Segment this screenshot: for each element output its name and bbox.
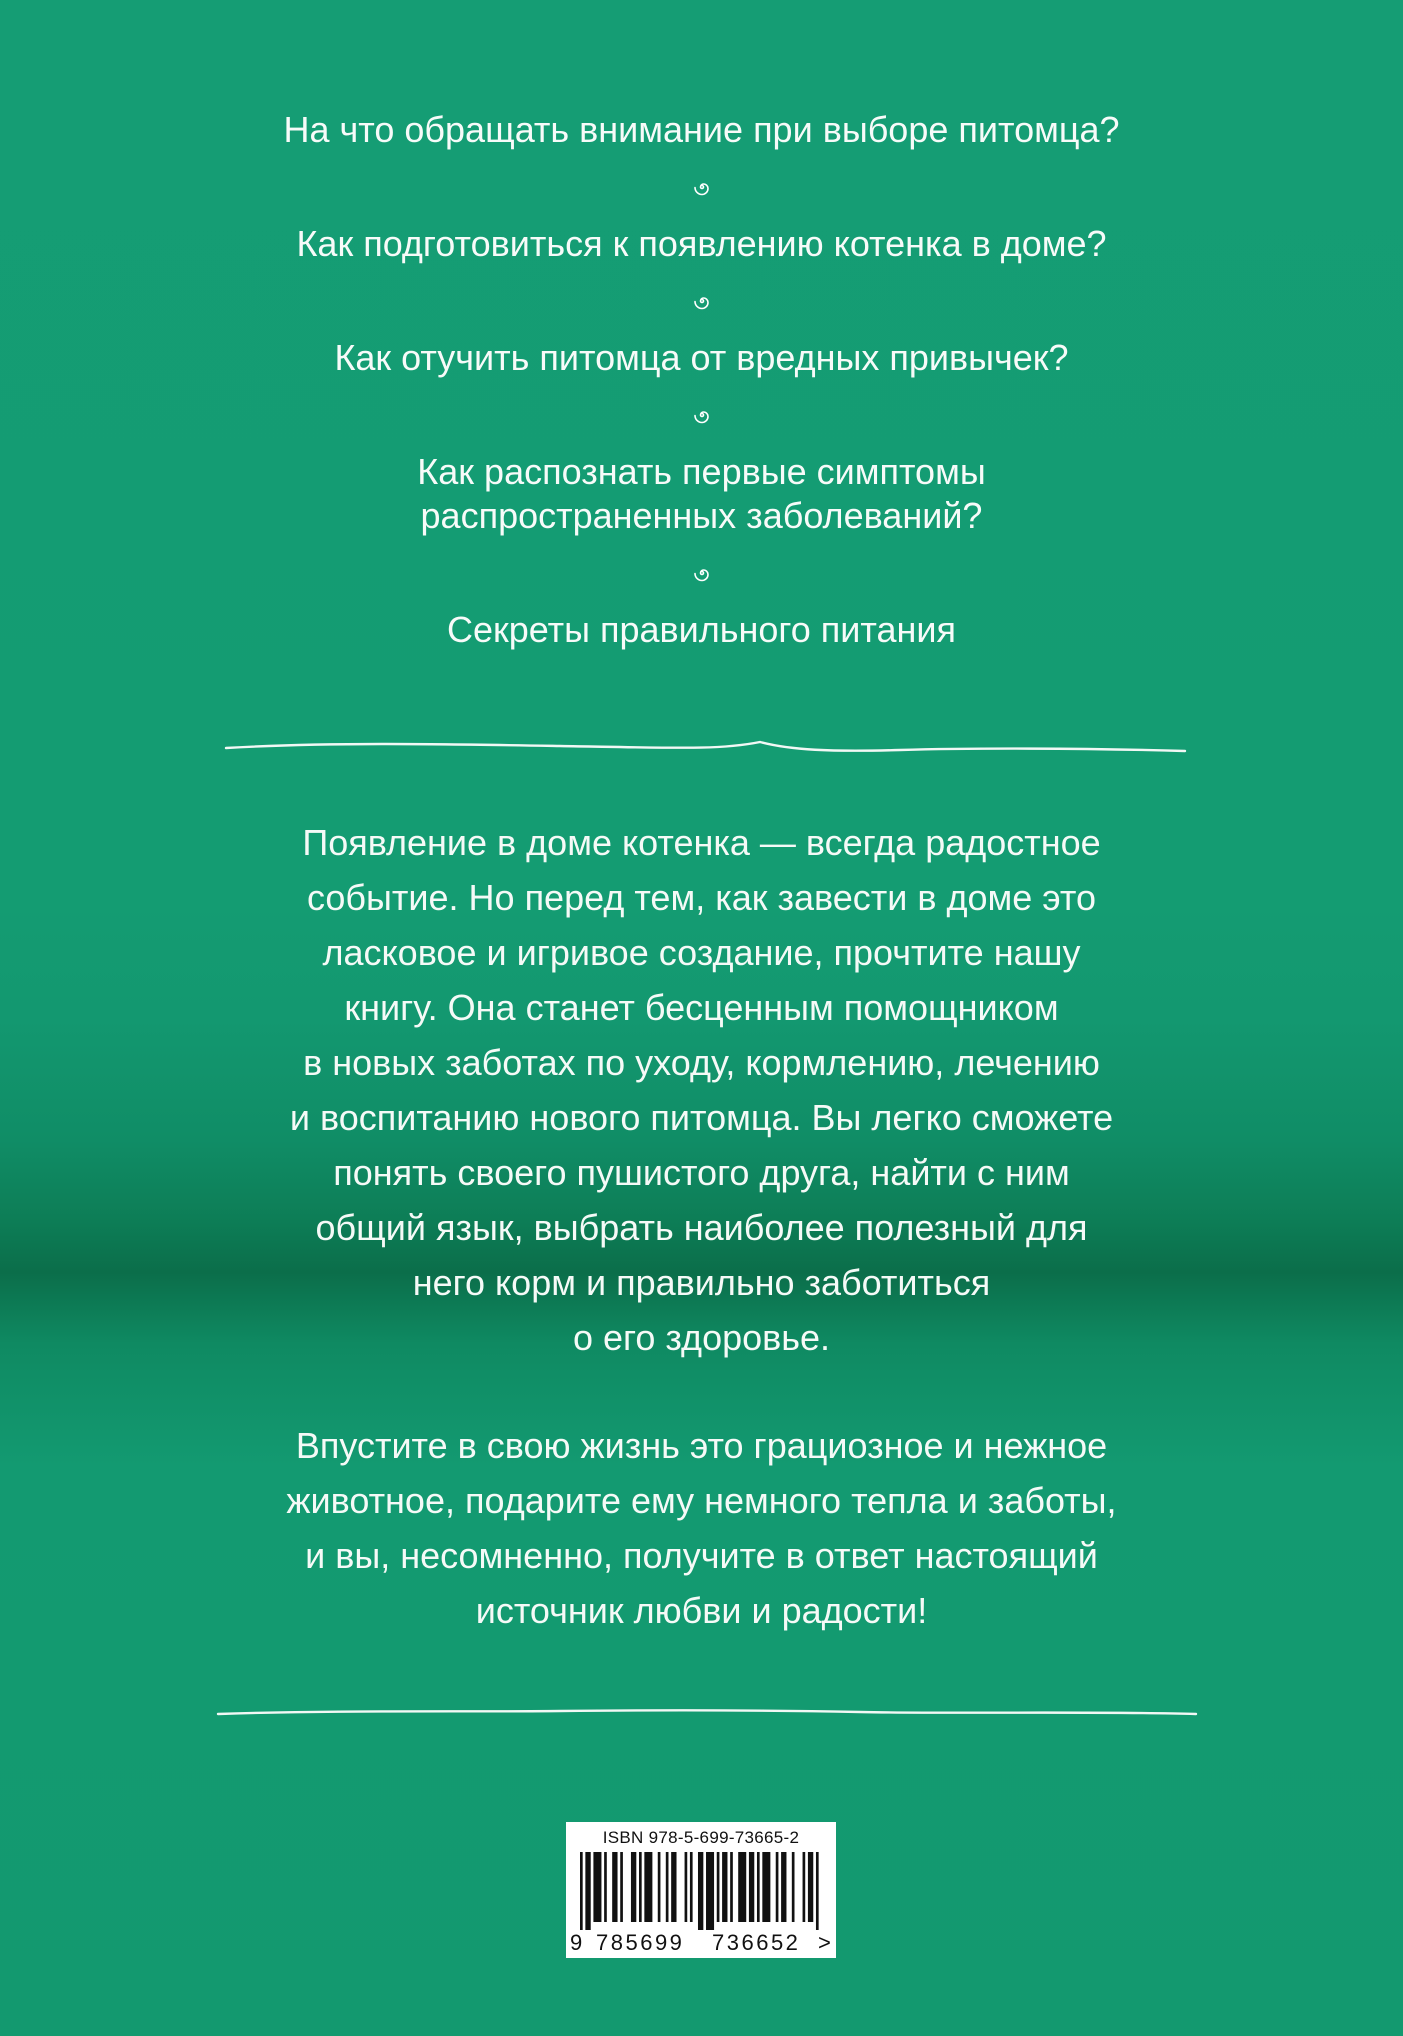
barcode-bar bbox=[685, 1852, 688, 1922]
paragraph-line: событие. Но перед тем, как завести в доме это bbox=[307, 877, 1096, 918]
barcode-bar bbox=[792, 1852, 795, 1922]
separator bbox=[0, 152, 1403, 222]
question-item bbox=[0, 608, 1403, 652]
barcode-bar bbox=[730, 1852, 733, 1922]
barcode-bar bbox=[762, 1852, 770, 1922]
barcode-bar bbox=[666, 1852, 669, 1922]
barcode-bar bbox=[749, 1852, 754, 1922]
barcode-bar bbox=[722, 1852, 727, 1922]
barcode-digits bbox=[566, 1930, 836, 1956]
paragraph-line: в новых заботах по уходу, кормлению, лечению bbox=[303, 1042, 1100, 1083]
closing-paragraph bbox=[0, 1418, 1403, 1638]
barcode-bar bbox=[757, 1852, 760, 1922]
description-paragraph bbox=[0, 815, 1403, 1365]
question-item bbox=[0, 336, 1403, 380]
barcode-bar bbox=[585, 1852, 590, 1930]
hand-drawn-divider bbox=[0, 738, 1403, 762]
barcode-bar bbox=[816, 1852, 819, 1930]
barcode-quiet-zone-mark: > bbox=[818, 1930, 831, 1955]
barcode-digits-left: 785699 bbox=[596, 1930, 685, 1955]
separator bbox=[0, 538, 1403, 608]
question-line: Как отучить питомца от вредных привычек? bbox=[334, 337, 1069, 378]
barcode-bar bbox=[738, 1852, 746, 1922]
barcode-bar bbox=[698, 1852, 703, 1930]
paragraph-line: Впустите в свою жизнь это грациозное и нежное bbox=[295, 1425, 1108, 1466]
paragraph-line: Появление в доме котенка — всегда радостное bbox=[302, 822, 1101, 863]
barcode-bar bbox=[580, 1852, 583, 1930]
hand-drawn-divider bbox=[0, 1702, 1403, 1726]
question-line: Как подготовиться к появлению котенка в доме? bbox=[296, 223, 1107, 264]
barcode-digit-first: 9 bbox=[570, 1930, 583, 1955]
barcode-bar bbox=[776, 1852, 779, 1922]
spiral-icon bbox=[692, 177, 712, 197]
barcode-bar bbox=[612, 1852, 617, 1922]
barcode-bar bbox=[706, 1852, 714, 1930]
barcode-bar bbox=[803, 1852, 806, 1922]
barcode-bar bbox=[644, 1852, 652, 1922]
spiral-icon bbox=[692, 405, 712, 425]
barcode-bar bbox=[808, 1852, 813, 1922]
barcode-bar bbox=[604, 1852, 607, 1922]
question-item bbox=[0, 108, 1403, 152]
paragraph-line: животное, подарите ему немного тепла и заботы, bbox=[286, 1480, 1117, 1521]
barcode-bar bbox=[690, 1852, 693, 1922]
question-line: На что обращать внимание при выборе питомца? bbox=[283, 109, 1120, 150]
barcode-bar bbox=[658, 1852, 661, 1922]
barcode-bars bbox=[580, 1852, 824, 1930]
barcode-bar bbox=[639, 1852, 642, 1922]
barcode-bar bbox=[671, 1852, 676, 1922]
spiral-icon bbox=[692, 563, 712, 583]
paragraph-line: о его здоровье. bbox=[572, 1317, 831, 1358]
paragraph-line: ласковое и игривое создание, прочтите нашу bbox=[322, 932, 1081, 973]
paragraph-line: книгу. Она станет бесценным помощником bbox=[344, 987, 1059, 1028]
isbn-barcode bbox=[566, 1822, 836, 1958]
paragraph-line: и воспитанию нового питомца. Вы легко сможете bbox=[289, 1097, 1114, 1138]
paragraph-line: него корм и правильно заботиться bbox=[412, 1262, 991, 1303]
paragraph-line: понять своего пушистого друга, найти с ним bbox=[333, 1152, 1070, 1193]
question-line: распространенных заболеваний? bbox=[420, 495, 983, 536]
question-line: Секреты правильного питания bbox=[447, 609, 956, 650]
barcode-bar bbox=[631, 1852, 636, 1922]
questions-list bbox=[0, 108, 1403, 652]
paragraph-line: источник любви и радости! bbox=[475, 1590, 928, 1631]
barcode-bar bbox=[781, 1852, 786, 1922]
barcode-bar bbox=[717, 1852, 720, 1922]
barcode-digits-right: 736652 bbox=[712, 1930, 801, 1955]
paragraph-line: и вы, несомненно, получите в ответ настоящий bbox=[305, 1535, 1098, 1576]
isbn-label: ISBN 978-5-699-73665-2 bbox=[602, 1828, 800, 1847]
barcode-bar bbox=[620, 1852, 623, 1922]
spiral-icon bbox=[692, 291, 712, 311]
barcode-bar bbox=[593, 1852, 601, 1922]
paragraph-line: общий язык, выбрать наиболее полезный для bbox=[315, 1207, 1088, 1248]
separator bbox=[0, 266, 1403, 336]
question-item bbox=[0, 222, 1403, 266]
question-item bbox=[0, 450, 1403, 538]
question-line: Как распознать первые симптомы bbox=[417, 451, 986, 492]
separator bbox=[0, 380, 1403, 450]
